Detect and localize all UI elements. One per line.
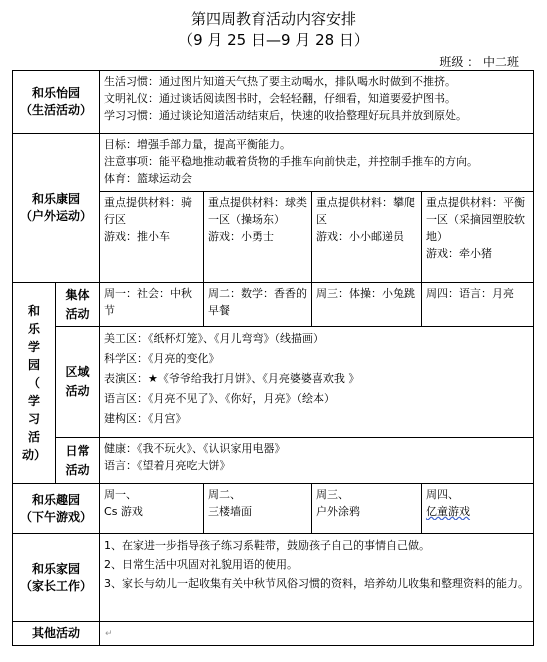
section-hexue-label <box>13 283 56 484</box>
hexue-char: 学 <box>27 394 40 408</box>
hekang-zone-2 <box>204 192 312 283</box>
section-heyi-label <box>13 71 100 134</box>
hekang-goal: 目标：增强手部力量，提高平衡能力。 <box>104 138 292 151</box>
hekang-zone-4 <box>422 192 534 283</box>
section-name: 和乐家园 <box>32 561 81 576</box>
paragraph-mark: ↵ <box>105 629 113 639</box>
hequ-day-1 <box>100 484 204 534</box>
hexue-char: 乐 <box>27 322 40 336</box>
group-day-2 <box>204 283 312 327</box>
group-day-text: 周四：语言：月亮 <box>426 287 515 300</box>
daily-label-bottom: 活动 <box>65 462 90 477</box>
section-hejia-label <box>13 534 100 622</box>
row-heyi <box>13 71 534 134</box>
section-hekang-content <box>100 134 534 192</box>
area-label-top: 区域 <box>65 365 90 379</box>
hexue-char: 动） <box>21 448 46 462</box>
document-title: 第四周教育活动内容安排 <box>190 10 356 28</box>
section-subtitle: （生活活动） <box>20 103 93 117</box>
area-activity-label <box>56 327 100 438</box>
zone-game: 游戏：牵小猪 <box>426 247 493 260</box>
daily-item: 健康：《我不玩火》、《认识家用电器》 <box>104 442 286 455</box>
hequ-game: Cs 游戏 <box>104 505 143 518</box>
hequ-day: 周二、 <box>208 488 242 501</box>
hexue-char: 园 <box>27 358 40 372</box>
section-subtitle: （户外运动） <box>20 209 93 223</box>
daily-item: 语言：《望着月亮吃大饼》 <box>104 459 231 472</box>
area-item: 科学区：《月亮的变化》 <box>104 352 220 365</box>
group-day-text: 周二：数学：香香的早餐 <box>208 287 308 317</box>
area-item: 表演区：★《爷爷给我打月饼》、《月亮婆婆喜欢我 》 <box>104 372 360 385</box>
row-hexue-group <box>13 283 534 327</box>
hequ-day: 周一、 <box>104 488 138 501</box>
area-label-bottom: 活动 <box>65 384 90 398</box>
schedule-table <box>12 70 534 646</box>
hequ-game: 亿童游戏 <box>426 505 471 518</box>
hequ-day-3 <box>312 484 422 534</box>
zone-material: 重点提供材料：球类一区（操场东） <box>208 196 308 226</box>
section-other-content <box>100 622 534 646</box>
zone-game: 游戏：小小邮递员 <box>316 230 405 243</box>
hejia-item: 2、日常生活中巩固对礼貌用语的使用。 <box>104 558 299 571</box>
hejia-item: 1、在家进一步指导孩子练习系鞋带，鼓励孩子自己的事情自己做。 <box>104 539 431 552</box>
zone-material: 重点提供材料：攀爬区 <box>316 196 416 226</box>
date-range: （9 月 25 日—9 月 28 日） <box>178 31 369 49</box>
row-hekang-top <box>13 134 534 192</box>
group-activity-label <box>56 283 100 327</box>
section-name: 和乐怡园 <box>32 86 81 100</box>
group-day-text: 周一：社会：中秋节 <box>104 287 193 317</box>
section-hejia-content <box>100 534 534 622</box>
group-day-4 <box>422 283 534 327</box>
section-subtitle: （下午游戏） <box>20 509 93 524</box>
hequ-day: 周四、 <box>426 488 460 501</box>
hexue-char: 学 <box>27 340 40 354</box>
hequ-day: 周三、 <box>316 488 350 501</box>
hexue-char: 习 <box>27 412 40 426</box>
area-item: 美工区：《纸杯灯笼》、《月儿弯弯》（线描画） <box>104 332 325 345</box>
group-day-3 <box>312 283 422 327</box>
section-hequ-label <box>13 484 100 534</box>
hequ-game: 户外涂鸦 <box>316 505 361 518</box>
heyi-item: 学习习惯：通过谈论知道活动结束后，快速的收拾整理好玩具并放到原处。 <box>104 109 468 122</box>
hekang-note: 注意事项：能平稳地推动載着货物的手推车向前快走，并控制手推车的方向。 <box>104 155 479 168</box>
area-item: 语言区：《月亮不见了》、《你好，月亮》（绘本） <box>104 392 336 405</box>
section-hekang-label <box>13 134 100 283</box>
area-item: 建构区：《月宫》 <box>104 412 187 425</box>
heyi-item: 文明礼仪：通过谈话阅读图书时，会轻轻翻，仔细看，知道要爱护图书。 <box>104 92 457 105</box>
hekang-zone-3 <box>312 192 422 283</box>
daily-activity-label <box>56 438 100 484</box>
zone-material: 重点提供材料：骑行区 <box>104 196 193 226</box>
zone-game: 游戏：小勇士 <box>208 230 275 243</box>
hexue-char: （ <box>27 376 40 390</box>
section-name: 其他活动 <box>32 626 81 640</box>
hexue-char: 活 <box>27 430 40 444</box>
group-label-bottom: 活动 <box>65 306 90 321</box>
daily-label-top: 日常 <box>65 443 90 458</box>
row-hejia <box>13 534 534 622</box>
hekang-sport: 体育：篮球运动会 <box>104 172 193 185</box>
group-label-top: 集体 <box>65 287 90 302</box>
hexue-char: 和 <box>27 304 40 318</box>
hequ-game: 三楼墙面 <box>208 505 253 518</box>
daily-activity-content <box>100 438 534 484</box>
hekang-zone-1 <box>100 192 204 283</box>
row-other <box>13 622 534 646</box>
row-hexue-daily <box>13 438 534 484</box>
class-label: 班级 ： 中二班 <box>439 55 519 69</box>
section-heyi-content <box>100 71 534 134</box>
row-hequ <box>13 484 534 534</box>
section-name: 和乐康园 <box>32 192 81 206</box>
zone-game: 游戏：推小车 <box>104 230 171 243</box>
heyi-item: 生活习惯：通过图片知道天气热了要主动喝水，排队喝水时做到不推挤。 <box>104 75 457 88</box>
area-activity-content <box>100 327 534 438</box>
hejia-item: 3、家长与幼儿一起收集有关中秋节风俗习惯的资料，培养幼儿收集和整理资料的能力。 <box>104 577 530 590</box>
zone-material: 重点提供材料：平衡一区（采摘园塑胶软地） <box>426 196 526 243</box>
group-day-1 <box>100 283 204 327</box>
section-name: 和乐趣园 <box>32 492 81 507</box>
hequ-day-2 <box>204 484 312 534</box>
row-hexue-areas <box>13 327 534 438</box>
group-day-text: 周三：体操：小兔跳 <box>316 287 416 300</box>
hequ-day-4 <box>422 484 534 534</box>
section-other-label <box>13 622 100 646</box>
section-subtitle: （家长工作） <box>20 578 93 593</box>
